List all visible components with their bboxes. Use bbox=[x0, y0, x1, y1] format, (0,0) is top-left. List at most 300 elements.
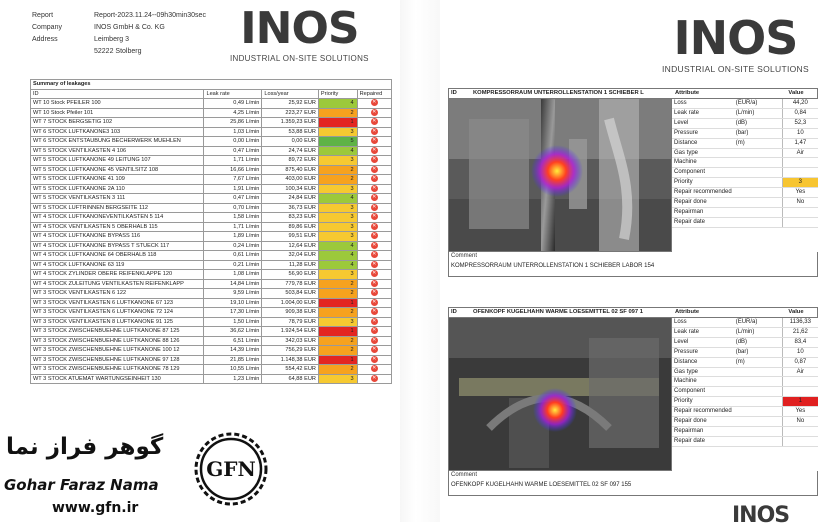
attribute-row bbox=[672, 118, 818, 128]
priority-cell: 3 bbox=[318, 203, 357, 213]
attribute-value: Yes bbox=[782, 407, 818, 417]
attribute-name: Repair date bbox=[672, 217, 734, 227]
brand-name-persian: گوهر فراز نما bbox=[6, 434, 164, 460]
not-repaired-icon: ✕ bbox=[372, 374, 377, 381]
brand-name-english: Gohar Faraz Nama bbox=[4, 476, 159, 494]
attribute-name: Gas type bbox=[672, 367, 734, 377]
not-repaired-icon: ✕ bbox=[372, 194, 377, 201]
attribute-unit bbox=[734, 407, 783, 417]
leak-rate: 10,55 L/min bbox=[204, 365, 262, 375]
repaired-cell bbox=[357, 355, 391, 365]
leak-rate: 7,67 L/min bbox=[204, 175, 262, 185]
leak-rate: 1,71 L/min bbox=[204, 222, 262, 232]
loss-per-year: 1.148,38 EUR bbox=[262, 355, 319, 365]
loss-per-year: 1.924,54 EUR bbox=[262, 327, 319, 337]
leak-rate: 0,47 L/min bbox=[204, 146, 262, 156]
leak-id: WT 4 STOCK ZULEITUNG VENTILKASTEN REIFENKLAPP bbox=[31, 279, 204, 289]
attribute-row bbox=[672, 318, 818, 327]
loss-per-year: 554,42 EUR bbox=[262, 365, 319, 375]
attribute-unit: (L/min) bbox=[734, 108, 783, 118]
attribute-name: Component bbox=[672, 168, 734, 178]
leak-id: WT 3 STOCK ZWISCHENBUEHNE LUFTKANONE 97 128 bbox=[31, 355, 204, 365]
table-row bbox=[31, 279, 392, 289]
repaired-cell bbox=[357, 260, 391, 270]
attribute-name: Repairman bbox=[672, 207, 734, 217]
priority-cell: 5 bbox=[318, 137, 357, 147]
not-repaired-icon: ✕ bbox=[372, 355, 377, 362]
attribute-value: 10 bbox=[782, 128, 818, 138]
loss-per-year: 56,90 EUR bbox=[262, 270, 319, 280]
attribute-unit bbox=[734, 367, 783, 377]
not-repaired-icon: ✕ bbox=[372, 222, 377, 229]
leak-rate: 9,59 L/min bbox=[204, 289, 262, 299]
comment-box bbox=[448, 471, 818, 496]
attribute-value: 10 bbox=[782, 347, 818, 357]
loss-per-year: 1.359,23 EUR bbox=[262, 118, 319, 128]
leak-id: WT 6 STOCK LUFTKANONE3 103 bbox=[31, 127, 204, 137]
table-row bbox=[31, 165, 392, 175]
table-row bbox=[31, 327, 392, 337]
priority-cell: 2 bbox=[318, 308, 357, 318]
leak-rate: 0,24 L/min bbox=[204, 241, 262, 251]
attribute-name: Machine bbox=[672, 377, 734, 387]
attribute-value: 3 bbox=[782, 178, 818, 188]
table-row bbox=[31, 175, 392, 185]
loss-per-year: 100,34 EUR bbox=[262, 184, 319, 194]
attribute-unit: (dB) bbox=[734, 118, 783, 128]
table-row bbox=[31, 241, 392, 251]
attribute-row bbox=[672, 397, 818, 407]
not-repaired-icon: ✕ bbox=[372, 251, 377, 258]
attribute-name: Leak rate bbox=[672, 108, 734, 118]
leak-id: WT 4 STOCK LUFTKANONE 63 119 bbox=[31, 260, 204, 270]
loss-per-year: 12,64 EUR bbox=[262, 241, 319, 251]
not-repaired-icon: ✕ bbox=[372, 165, 377, 172]
table-header-row bbox=[31, 89, 392, 99]
photo-compressor-room bbox=[449, 99, 671, 251]
attribute-name: Repair recommended bbox=[672, 188, 734, 198]
repaired-cell bbox=[357, 184, 391, 194]
attribute-unit: (bar) bbox=[734, 347, 783, 357]
leak-id: WT 4 STOCK LUFTKANONE BYPASS 116 bbox=[31, 232, 204, 242]
attribute-unit: (m) bbox=[734, 357, 783, 367]
detail-header bbox=[448, 88, 818, 99]
loss-per-year: 909,38 EUR bbox=[262, 308, 319, 318]
leak-detail-card bbox=[448, 88, 818, 277]
table-row bbox=[31, 203, 392, 213]
attribute-row bbox=[672, 407, 818, 417]
detail-header bbox=[448, 307, 818, 318]
loss-per-year: 11,28 EUR bbox=[262, 260, 319, 270]
attribute-unit bbox=[734, 436, 783, 446]
logo-word: INOS bbox=[673, 11, 798, 65]
detail-title: KOMPRESSORRAUM UNTERROLLENSTATION 1 SCHIEBER L bbox=[473, 90, 644, 96]
leak-rate: 14,84 L/min bbox=[204, 279, 262, 289]
column-header: Loss/year bbox=[262, 89, 319, 99]
table-row bbox=[31, 118, 392, 128]
priority-cell: 3 bbox=[318, 222, 357, 232]
not-repaired-icon: ✕ bbox=[372, 298, 377, 305]
repaired-cell bbox=[357, 203, 391, 213]
leak-rate: 4,25 L/min bbox=[204, 108, 262, 118]
leak-rate: 1,03 L/min bbox=[204, 127, 262, 137]
attribute-row bbox=[672, 426, 818, 436]
priority-cell: 2 bbox=[318, 346, 357, 356]
priority-cell: 1 bbox=[318, 327, 357, 337]
table-row bbox=[31, 194, 392, 204]
attribute-unit bbox=[734, 426, 783, 436]
not-repaired-icon: ✕ bbox=[372, 118, 377, 125]
leak-id: WT 5 STOCK LUFTRINNEN BERGSEITE 112 bbox=[31, 203, 204, 213]
loss-per-year: 875,40 EUR bbox=[262, 165, 319, 175]
repaired-cell bbox=[357, 317, 391, 327]
not-repaired-icon: ✕ bbox=[372, 260, 377, 267]
attribute-unit bbox=[734, 377, 783, 387]
table-row bbox=[31, 156, 392, 166]
leak-rate: 0,61 L/min bbox=[204, 251, 262, 261]
attribute-value bbox=[782, 377, 818, 387]
leak-rate: 16,66 L/min bbox=[204, 165, 262, 175]
repaired-cell bbox=[357, 289, 391, 299]
repaired-cell bbox=[357, 127, 391, 137]
not-repaired-icon: ✕ bbox=[372, 308, 377, 315]
meta-row bbox=[32, 34, 206, 46]
attribute-unit bbox=[734, 148, 783, 158]
table-row bbox=[31, 289, 392, 299]
attribute-row bbox=[672, 327, 818, 337]
leak-rate: 25,86 L/min bbox=[204, 118, 262, 128]
attribute-table bbox=[672, 318, 818, 447]
repaired-cell bbox=[357, 279, 391, 289]
meta-key bbox=[32, 46, 94, 58]
leak-id: WT 3 STOCK ZWISCHENBUEHNE LUFTKANONE 78 129 bbox=[31, 365, 204, 375]
repaired-cell bbox=[357, 308, 391, 318]
table-row bbox=[31, 127, 392, 137]
attribute-value: 0,87 bbox=[782, 357, 818, 367]
column-header: Repaired bbox=[357, 89, 391, 99]
attribute-value bbox=[782, 436, 818, 446]
loss-per-year: 36,73 EUR bbox=[262, 203, 319, 213]
repaired-cell bbox=[357, 270, 391, 280]
leak-rate: 1,58 L/min bbox=[204, 213, 262, 223]
leak-rate: 14,39 L/min bbox=[204, 346, 262, 356]
attribute-unit bbox=[734, 188, 783, 198]
loss-per-year: 756,29 EUR bbox=[262, 346, 319, 356]
attribute-row bbox=[672, 99, 818, 108]
comment-text: OFENKOPF KUGELHAHN WARME LOESEMITTEL 02 SF 097 155 bbox=[451, 482, 632, 488]
priority-cell: 4 bbox=[318, 241, 357, 251]
table-row bbox=[31, 213, 392, 223]
corner-logo-fragment: INOS bbox=[732, 503, 790, 528]
priority-cell: 4 bbox=[318, 251, 357, 261]
not-repaired-icon: ✕ bbox=[372, 203, 377, 210]
leakage-summary-table bbox=[30, 79, 392, 384]
leak-id: WT 6 STOCK ENTSTAUBUNG BECHERWERK MUEHLEN bbox=[31, 137, 204, 147]
not-repaired-icon: ✕ bbox=[372, 108, 377, 115]
table-row bbox=[31, 346, 392, 356]
leak-rate: 1,91 L/min bbox=[204, 184, 262, 194]
priority-cell: 1 bbox=[318, 298, 357, 308]
priority-cell: 2 bbox=[318, 365, 357, 375]
attribute-value: Air bbox=[782, 367, 818, 377]
attribute-name: Repairman bbox=[672, 426, 734, 436]
attribute-name: Gas type bbox=[672, 148, 734, 158]
attribute-header: Attribute bbox=[675, 309, 700, 315]
loss-per-year: 89,86 EUR bbox=[262, 222, 319, 232]
attribute-value bbox=[782, 158, 818, 168]
loss-per-year: 223,27 EUR bbox=[262, 108, 319, 118]
table-row bbox=[31, 374, 392, 384]
attribute-row bbox=[672, 337, 818, 347]
leak-rate: 0,47 L/min bbox=[204, 194, 262, 204]
table-row bbox=[31, 317, 392, 327]
priority-cell: 2 bbox=[318, 289, 357, 299]
priority-cell: 2 bbox=[318, 108, 357, 118]
attribute-row bbox=[672, 387, 818, 397]
meta-key: Report bbox=[32, 12, 54, 19]
attribute-row bbox=[672, 377, 818, 387]
leak-id: WT 3 STOCK VENTILKASTEN 8 LUFTKANONE 91 125 bbox=[31, 317, 204, 327]
loss-per-year: 89,72 EUR bbox=[262, 156, 319, 166]
attribute-table bbox=[672, 99, 818, 228]
leak-id: WT 5 STOCK LUFTKANONE 45 VENTILSITZ 108 bbox=[31, 165, 204, 175]
leak-id: WT 3 STOCK ZWISCHENBUEHNE LUFTKANONE 87 125 bbox=[31, 327, 204, 337]
attribute-row bbox=[672, 417, 818, 427]
attribute-header: Attribute bbox=[675, 90, 700, 96]
acoustic-camera-photo bbox=[448, 99, 672, 252]
leak-rate: 36,62 L/min bbox=[204, 327, 262, 337]
meta-value: Leimberg 3 bbox=[94, 36, 130, 43]
repaired-cell bbox=[357, 241, 391, 251]
attribute-value bbox=[782, 168, 818, 178]
table-row bbox=[31, 99, 392, 109]
leak-id: WT 3 STOCK ATUEMAT WARTUNGSEINHEIT 130 bbox=[31, 374, 204, 384]
loss-per-year: 1.004,00 EUR bbox=[262, 298, 319, 308]
not-repaired-icon: ✕ bbox=[372, 146, 377, 153]
meta-key: Company bbox=[32, 24, 62, 31]
attribute-name: Level bbox=[672, 337, 734, 347]
leak-id: WT 5 STOCK VENTILKASTEN 3 111 bbox=[31, 194, 204, 204]
column-header: Priority bbox=[318, 89, 357, 99]
loss-per-year: 779,78 EUR bbox=[262, 279, 319, 289]
priority-cell: 4 bbox=[318, 194, 357, 204]
comment-text: KOMPRESSORRAUM UNTERROLLENSTATION 1 SCHIEBER LABOR 154 bbox=[451, 263, 655, 269]
priority-cell: 3 bbox=[318, 374, 357, 384]
meta-row bbox=[32, 22, 206, 34]
table-row bbox=[31, 137, 392, 147]
repaired-cell bbox=[357, 298, 391, 308]
attribute-name: Repair done bbox=[672, 417, 734, 427]
not-repaired-icon: ✕ bbox=[372, 175, 377, 182]
inos-logo bbox=[230, 3, 369, 63]
not-repaired-icon: ✕ bbox=[372, 270, 377, 277]
leak-rate: 0,00 L/min bbox=[204, 137, 262, 147]
priority-cell: 3 bbox=[318, 156, 357, 166]
table-row bbox=[31, 270, 392, 280]
not-repaired-icon: ✕ bbox=[372, 289, 377, 296]
not-repaired-icon: ✕ bbox=[372, 279, 377, 286]
table-caption: Summary of leakages bbox=[31, 80, 392, 90]
loss-per-year: 503,84 EUR bbox=[262, 289, 319, 299]
comment-box bbox=[448, 252, 818, 277]
attribute-row bbox=[672, 436, 818, 446]
attribute-value: 44,20 bbox=[782, 99, 818, 108]
attribute-name: Leak rate bbox=[672, 327, 734, 337]
attribute-name: Distance bbox=[672, 357, 734, 367]
attribute-row bbox=[672, 347, 818, 357]
inos-logo-right bbox=[662, 11, 809, 74]
repaired-cell bbox=[357, 118, 391, 128]
loss-per-year: 53,88 EUR bbox=[262, 127, 319, 137]
priority-cell: 3 bbox=[318, 127, 357, 137]
attribute-name: Repair recommended bbox=[672, 407, 734, 417]
attribute-row bbox=[672, 357, 818, 367]
table-row bbox=[31, 184, 392, 194]
attribute-unit bbox=[734, 178, 783, 188]
leak-id: WT 3 STOCK VENTILKASTEN 6 LUFTKANONE 72 124 bbox=[31, 308, 204, 318]
attribute-value: 1,47 bbox=[782, 138, 818, 148]
leak-id: WT 4 STOCK LUFTKANONE BYPASS T STUECK 117 bbox=[31, 241, 204, 251]
leak-id: WT 4 STOCK LUFTKANONEVENTILKASTEN 5 114 bbox=[31, 213, 204, 223]
leak-rate: 1,50 L/min bbox=[204, 317, 262, 327]
table-row bbox=[31, 365, 392, 375]
repaired-cell bbox=[357, 232, 391, 242]
leak-id: WT 3 STOCK VENTILKASTEN 6 122 bbox=[31, 289, 204, 299]
attribute-row bbox=[672, 168, 818, 178]
attribute-row bbox=[672, 108, 818, 118]
column-header: Leak rate bbox=[204, 89, 262, 99]
leak-rate: 0,21 L/min bbox=[204, 260, 262, 270]
attribute-name: Repair date bbox=[672, 436, 734, 446]
attribute-unit bbox=[734, 217, 783, 227]
detail-page bbox=[440, 0, 822, 522]
meta-row bbox=[32, 46, 206, 58]
loss-per-year: 64,88 EUR bbox=[262, 374, 319, 384]
meta-key: Address bbox=[32, 36, 58, 43]
attribute-unit bbox=[734, 417, 783, 427]
not-repaired-icon: ✕ bbox=[372, 346, 377, 353]
loss-per-year: 83,23 EUR bbox=[262, 213, 319, 223]
priority-cell: 3 bbox=[318, 184, 357, 194]
leak-rate: 19,10 L/min bbox=[204, 298, 262, 308]
not-repaired-icon: ✕ bbox=[372, 127, 377, 134]
leak-detail-card bbox=[448, 307, 818, 496]
photo-kiln-valve bbox=[449, 318, 671, 470]
leak-id: WT 3 STOCK VENTILKASTEN 6 LUFTKANONE 67 123 bbox=[31, 298, 204, 308]
leak-rate: 21,85 L/min bbox=[204, 355, 262, 365]
not-repaired-icon: ✕ bbox=[372, 184, 377, 191]
repaired-cell bbox=[357, 346, 391, 356]
column-header: ID bbox=[31, 89, 204, 99]
priority-cell: 1 bbox=[318, 118, 357, 128]
acoustic-camera-photo bbox=[448, 318, 672, 471]
attribute-value bbox=[782, 217, 818, 227]
not-repaired-icon: ✕ bbox=[372, 336, 377, 343]
attribute-row bbox=[672, 207, 818, 217]
loss-per-year: 24,84 EUR bbox=[262, 194, 319, 204]
table-row bbox=[31, 298, 392, 308]
attribute-value: Air bbox=[782, 148, 818, 158]
attribute-value: 52,3 bbox=[782, 118, 818, 128]
loss-per-year: 32,04 EUR bbox=[262, 251, 319, 261]
detail-id-label: ID bbox=[451, 90, 457, 96]
attribute-value: No bbox=[782, 198, 818, 208]
not-repaired-icon: ✕ bbox=[372, 156, 377, 163]
attribute-unit bbox=[734, 397, 783, 407]
attribute-unit: (EUR/a) bbox=[734, 318, 783, 327]
leak-rate: 1,08 L/min bbox=[204, 270, 262, 280]
priority-cell: 3 bbox=[318, 213, 357, 223]
priority-cell: 3 bbox=[318, 232, 357, 242]
repaired-cell bbox=[357, 251, 391, 261]
logo-tagline: INDUSTRIAL ON-SITE SOLUTIONS bbox=[662, 64, 809, 74]
gear-logo-icon bbox=[192, 430, 270, 508]
leak-id: WT 10 Stock Pfeiler 101 bbox=[31, 108, 204, 118]
repaired-cell bbox=[357, 175, 391, 185]
repaired-cell bbox=[357, 336, 391, 346]
table-row bbox=[31, 260, 392, 270]
comment-label: Comment bbox=[451, 253, 478, 259]
leak-rate: 1,89 L/min bbox=[204, 232, 262, 242]
leak-id: WT 4 STOCK ZYLINDER OBERE REIFENKLAPPE 120 bbox=[31, 270, 204, 280]
attribute-unit: (L/min) bbox=[734, 327, 783, 337]
comment-label: Comment bbox=[451, 472, 478, 478]
leak-id: WT 5 STOCK LUFTKANONE 2A 110 bbox=[31, 184, 204, 194]
attribute-name: Distance bbox=[672, 138, 734, 148]
attribute-name: Priority bbox=[672, 397, 734, 407]
attribute-unit: (dB) bbox=[734, 337, 783, 347]
page-fold bbox=[398, 0, 442, 522]
attribute-name: Repair done bbox=[672, 198, 734, 208]
repaired-cell bbox=[357, 365, 391, 375]
priority-cell: 2 bbox=[318, 175, 357, 185]
not-repaired-icon: ✕ bbox=[372, 241, 377, 248]
attribute-row bbox=[672, 367, 818, 377]
table-row bbox=[31, 222, 392, 232]
attribute-unit: (bar) bbox=[734, 128, 783, 138]
attribute-value bbox=[782, 207, 818, 217]
attribute-name: Loss bbox=[672, 318, 734, 327]
leak-id: WT 4 STOCK LUFTKANONE 64 OBERHALB 118 bbox=[31, 251, 204, 261]
attribute-unit bbox=[734, 387, 783, 397]
priority-cell: 4 bbox=[318, 99, 357, 109]
attribute-name: Loss bbox=[672, 99, 734, 108]
not-repaired-icon: ✕ bbox=[372, 327, 377, 334]
priority-cell: 4 bbox=[318, 260, 357, 270]
attribute-value: 1136,33 bbox=[782, 318, 818, 327]
repaired-cell bbox=[357, 327, 391, 337]
leak-id: WT 5 STOCK VENTILKASTEN 4 106 bbox=[31, 146, 204, 156]
loss-per-year: 0,00 EUR bbox=[262, 137, 319, 147]
repaired-cell bbox=[357, 108, 391, 118]
attribute-row bbox=[672, 128, 818, 138]
table-row bbox=[31, 336, 392, 346]
attribute-unit: (m) bbox=[734, 138, 783, 148]
attribute-name: Component bbox=[672, 387, 734, 397]
meta-value: 52222 Stolberg bbox=[94, 48, 142, 55]
attribute-unit bbox=[734, 207, 783, 217]
leak-rate: 0,49 L/min bbox=[204, 99, 262, 109]
attribute-row bbox=[672, 178, 818, 188]
leak-rate: 1,23 L/min bbox=[204, 374, 262, 384]
attribute-value: No bbox=[782, 417, 818, 427]
table-row bbox=[31, 355, 392, 365]
priority-cell: 2 bbox=[318, 165, 357, 175]
meta-value: Report-2023.11.24--09h30min30sec bbox=[94, 12, 206, 19]
priority-cell: 4 bbox=[318, 146, 357, 156]
priority-cell: 2 bbox=[318, 279, 357, 289]
value-header: Value bbox=[788, 309, 804, 315]
